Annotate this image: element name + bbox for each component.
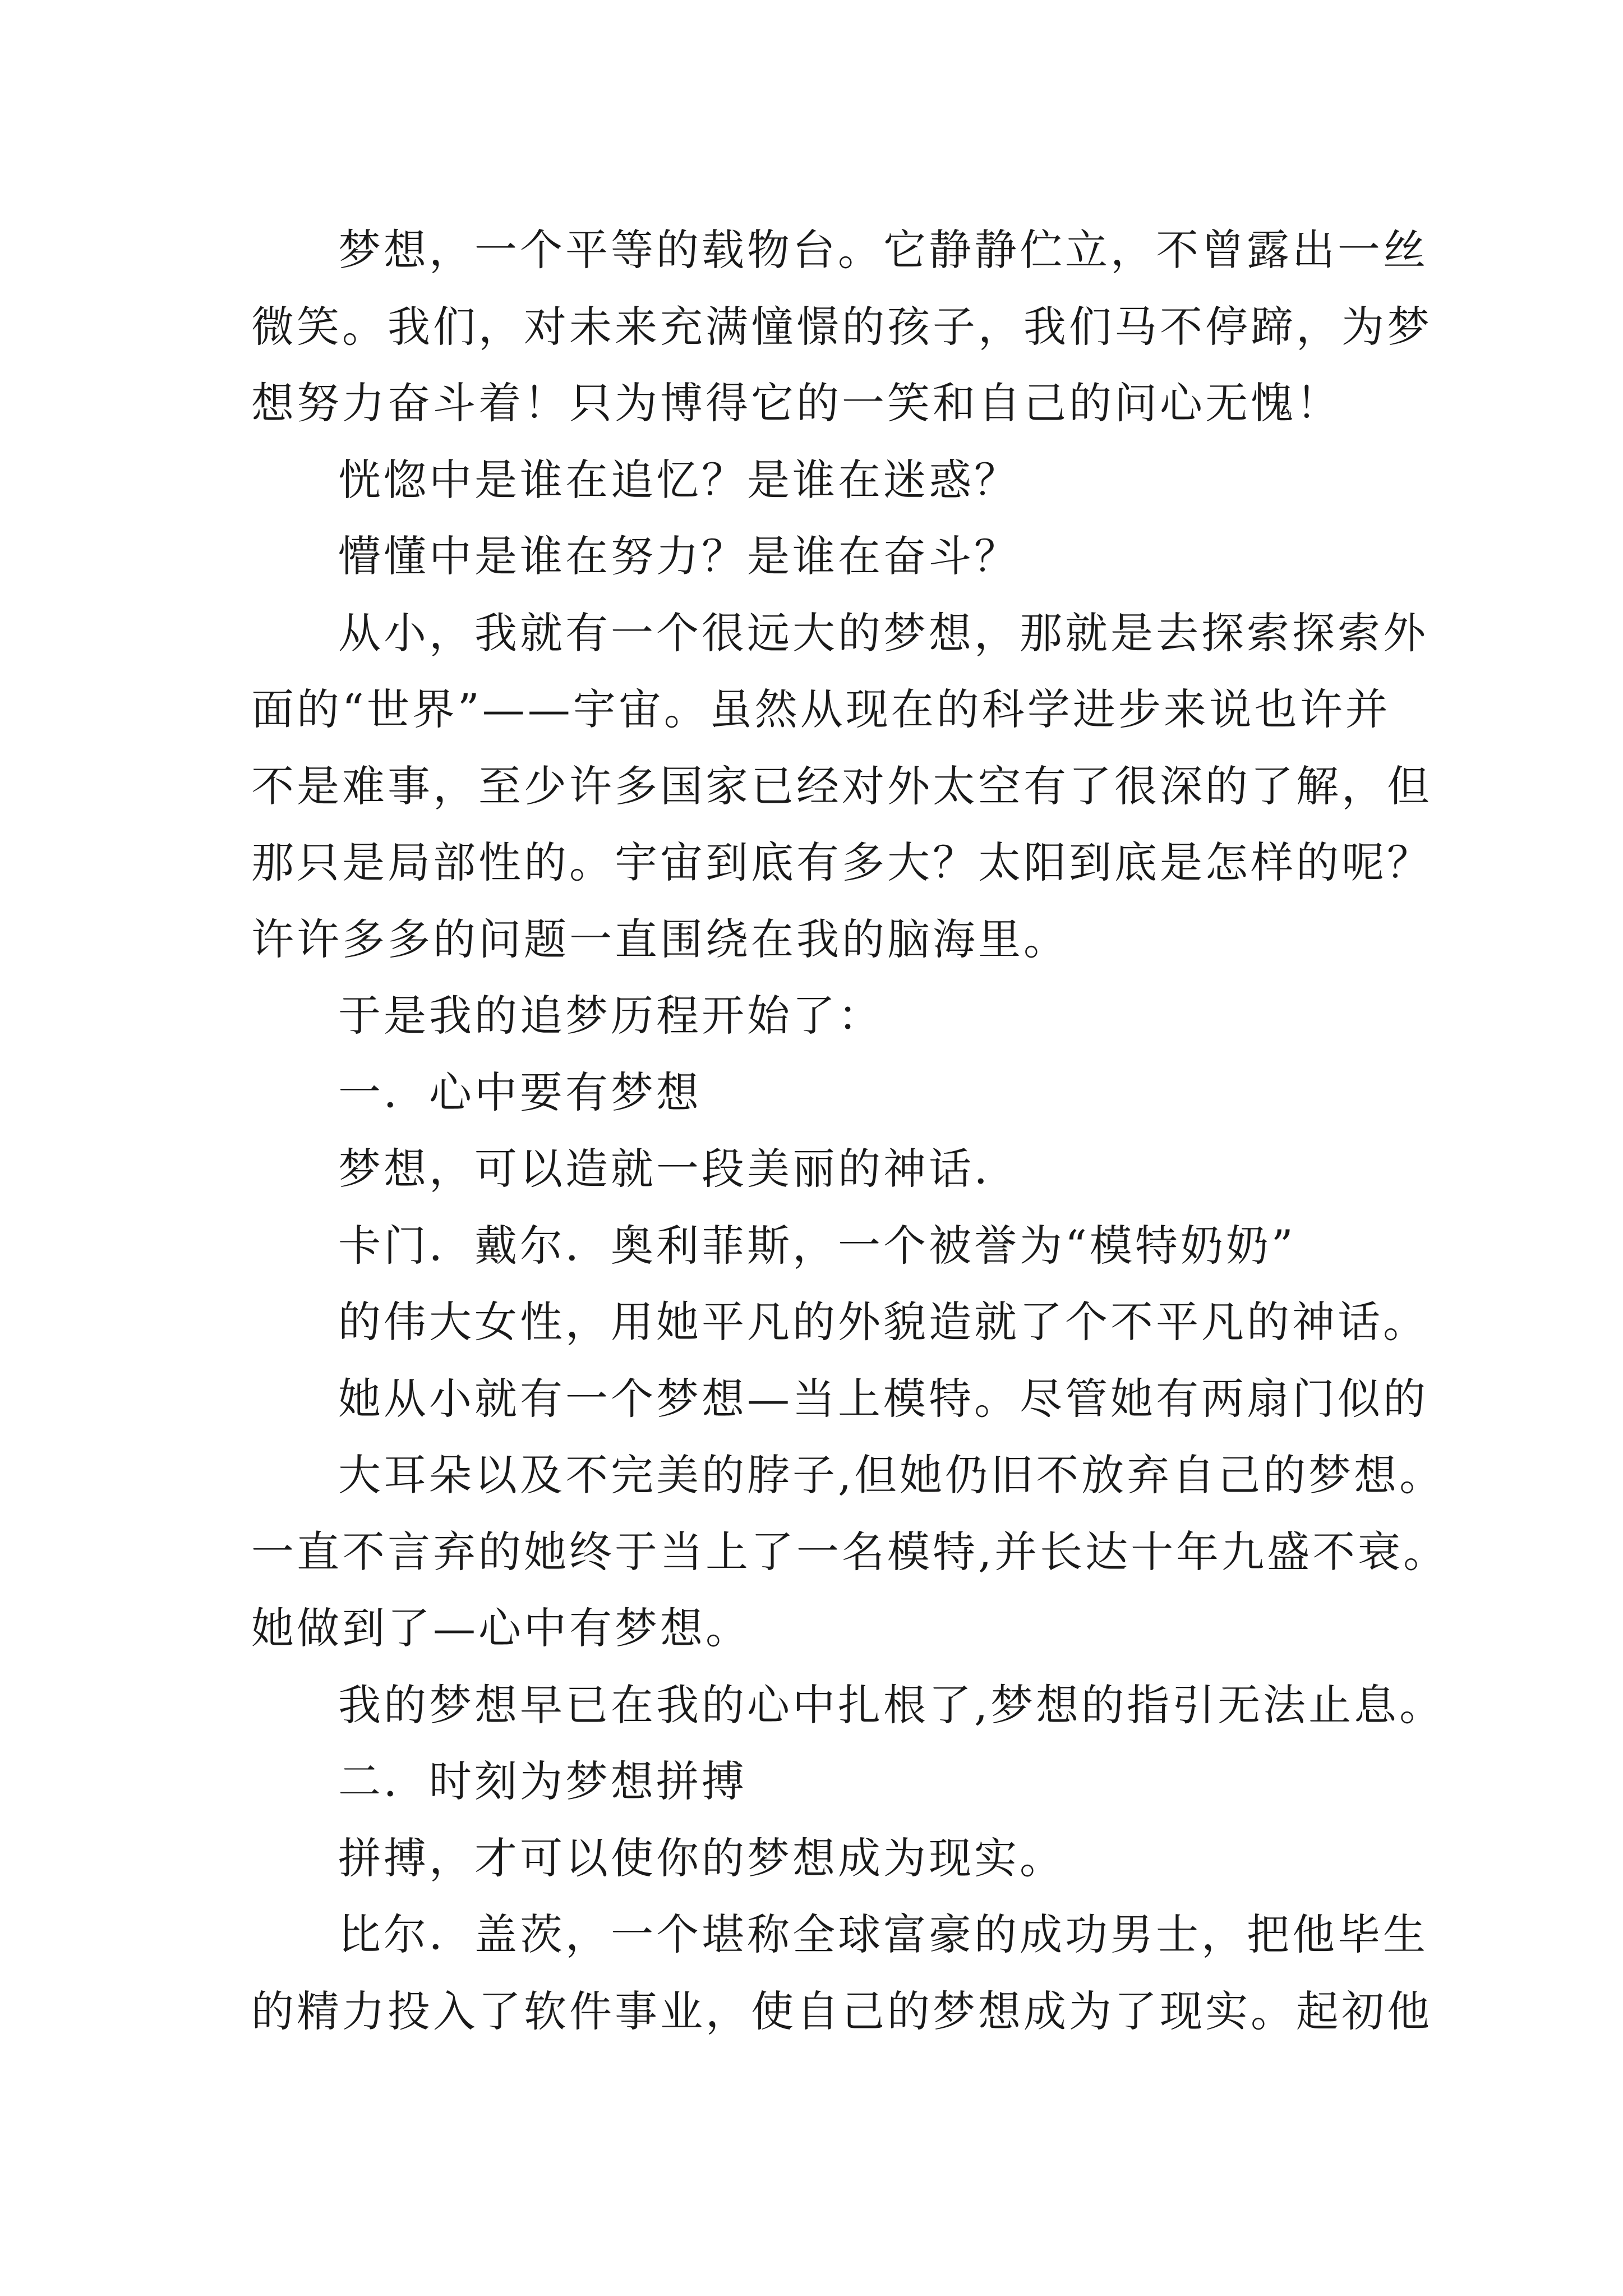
- text-line: 拼搏，才可以使你的梦想成为现实。: [338, 1833, 1065, 1883]
- text-line: 梦想，一个平等的载物台。它静静伫立，不曾露出一丝: [338, 225, 1428, 275]
- text-line: 懵懂中是谁在努力？是谁在奋斗？: [338, 531, 1020, 581]
- text-line: 的精力投入了软件事业，使自己的梦想成为了现实。起初他: [251, 1986, 1432, 2036]
- text-line: 面的“世界”——宇宙。虽然从现在的科学进步来说也许并: [251, 684, 1391, 734]
- text-line: 那只是局部性的。宇宙到底有多大？太阳到底是怎样的呢？: [251, 838, 1432, 887]
- text-line: 卡门．戴尔．奥利菲斯，一个被誉为“模特奶奶”: [338, 1220, 1296, 1271]
- text-line: 微笑。我们，对未来充满憧憬的孩子，我们马不停蹄，为梦: [251, 301, 1432, 352]
- text-line: 她从小就有一个梦想—当上模特。尽管她有两扇门似的: [338, 1373, 1428, 1424]
- text-line: 她做到了—心中有梦想。: [251, 1603, 751, 1653]
- text-line: 梦想，可以造就一段美丽的神话．: [338, 1144, 1020, 1194]
- text-line: 比尔．盖茨，一个堪称全球富豪的成功男士，把他毕生: [338, 1910, 1428, 1959]
- text-line: 许许多多的问题一直围绕在我的脑海里。: [251, 914, 1069, 964]
- text-line: 大耳朵以及不完美的脖子,但她仍旧不放弃自己的梦想。: [338, 1450, 1445, 1500]
- text-line: 从小，我就有一个很远大的梦想，那就是去探索探索外: [338, 608, 1428, 658]
- text-line: 我的梦想早已在我的心中扎根了,梦想的指引无法止息。: [338, 1680, 1445, 1730]
- text-line: 想努力奋斗着！只为博得它的一笑和自己的问心无愧！: [251, 378, 1341, 428]
- body-text: [251, 212, 1449, 2050]
- section-heading: 一．心中要有梦想: [338, 1067, 702, 1117]
- text-line: 的伟大女性，用她平凡的外貌造就了个不平凡的神话。: [338, 1297, 1428, 1347]
- text-line: 不是难事，至少许多国家已经对外太空有了很深的了解，但: [251, 761, 1432, 811]
- text-line: 恍惚中是谁在追忆？是谁在迷惑？: [338, 454, 1020, 505]
- section-heading: 二．时刻为梦想拼搏: [338, 1756, 747, 1806]
- text-line: 一直不言弃的她终于当上了一名模特,并长达十年九盛不衰。: [251, 1526, 1449, 1577]
- text-line: 于是我的追梦历程开始了：: [338, 991, 883, 1041]
